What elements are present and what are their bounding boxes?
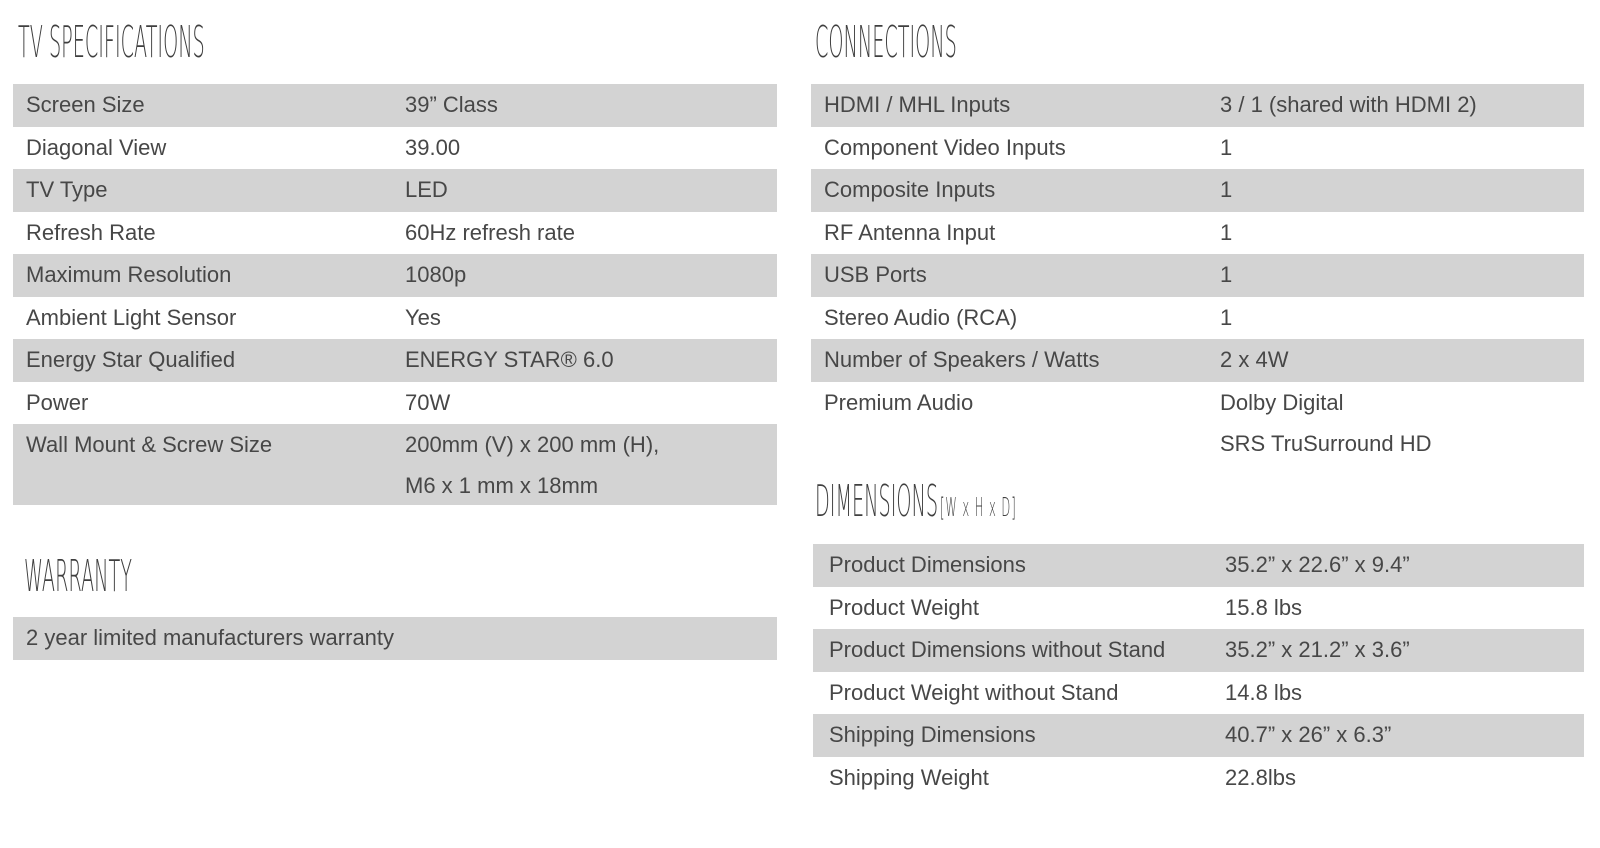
spec-value: 3 / 1 (shared with HDMI 2): [1220, 92, 1477, 117]
dimensions-table: [813, 544, 1584, 799]
connections-title-text: CONNECTIONS: [815, 18, 957, 68]
spec-value: 200mm (V) x 200 mm (H),: [405, 432, 660, 457]
spec-label: Product Weight: [829, 594, 980, 620]
spec-label: Refresh Rate: [26, 219, 156, 245]
table-row: [13, 382, 777, 425]
spec-value-multiline: [405, 424, 659, 506]
table-row: [811, 254, 1584, 297]
spec-value: SRS TruSurround HD: [1220, 430, 1432, 456]
table-row: [811, 339, 1584, 382]
spec-label: Premium Audio: [824, 389, 974, 415]
spec-value: 1080p: [405, 262, 467, 287]
dimensions-subtitle: [W x H x D]: [939, 492, 1017, 523]
table-row: [13, 339, 777, 382]
spec-value: M6 x 1 mm x 18mm: [405, 473, 599, 498]
spec-label: Shipping Dimensions: [829, 722, 1036, 747]
table-row: [813, 757, 1584, 800]
spec-label: RF Antenna Input: [824, 219, 996, 245]
spec-value: 39.00: [405, 134, 461, 160]
warranty-text: 2 year limited manufacturers warranty: [26, 625, 395, 650]
spec-value: 1: [1220, 304, 1233, 330]
spec-label: USB Ports: [824, 262, 927, 287]
table-row: [813, 629, 1584, 672]
spec-label: Ambient Light Sensor: [26, 304, 237, 330]
table-row: [13, 424, 777, 505]
spec-label: Product Dimensions: [829, 552, 1026, 577]
spec-label: Wall Mount & Screw Size: [26, 432, 273, 457]
spec-value: 70W: [405, 389, 451, 415]
dimensions-title: [815, 475, 1017, 534]
spec-label: Number of Speakers / Watts: [824, 347, 1100, 372]
warranty-title: [24, 550, 132, 604]
spec-value: 1: [1220, 262, 1233, 287]
warranty-box: [13, 617, 777, 660]
spec-value: 39” Class: [405, 92, 498, 117]
connections-table: [811, 84, 1584, 463]
table-row: [813, 587, 1584, 630]
table-row: [813, 672, 1584, 715]
spec-value: 1: [1220, 219, 1233, 245]
table-row: [811, 212, 1584, 255]
spec-label: Power: [26, 389, 89, 415]
table-row: [811, 127, 1584, 170]
spec-label: Product Dimensions without Stand: [829, 637, 1166, 662]
spec-label: Stereo Audio (RCA): [824, 304, 1018, 330]
spec-value: 35.2” x 21.2” x 3.6”: [1225, 637, 1410, 662]
spec-label: Energy Star Qualified: [26, 347, 236, 372]
table-row: [13, 212, 777, 255]
spec-value: 22.8lbs: [1225, 764, 1296, 790]
spec-label: Screen Size: [26, 92, 145, 117]
table-row: [13, 254, 777, 297]
table-row: [13, 84, 777, 127]
spec-value: 1: [1220, 177, 1233, 202]
spec-value: 60Hz refresh rate: [405, 219, 575, 245]
table-row: [811, 297, 1584, 340]
connections-title: [815, 16, 957, 70]
spec-label: Maximum Resolution: [26, 262, 232, 287]
spec-value: 15.8 lbs: [1225, 594, 1303, 620]
spec-label: HDMI / MHL Inputs: [824, 92, 1011, 117]
spec-label: Diagonal View: [26, 134, 167, 160]
spec-value-multiline: [1220, 382, 1432, 464]
warranty-title-text: WARRANTY: [24, 552, 132, 602]
table-row: [13, 169, 777, 212]
table-row: [13, 297, 777, 340]
table-row: [13, 127, 777, 170]
spec-label: Shipping Weight: [829, 764, 989, 790]
spec-value: 40.7” x 26” x 6.3”: [1225, 722, 1392, 747]
table-row: [811, 169, 1584, 212]
spec-value: Dolby Digital: [1220, 389, 1344, 415]
dimensions-title-text: DIMENSIONS: [815, 477, 939, 527]
spec-value: Yes: [405, 304, 441, 330]
tv-specifications-table: [13, 84, 777, 505]
spec-value: LED: [405, 177, 448, 202]
table-row: [813, 544, 1584, 587]
spec-value: 1: [1220, 134, 1233, 160]
table-row: [811, 84, 1584, 127]
tv-specifications-title-text: TV SPECIFICATIONS: [18, 18, 205, 68]
spec-value: 35.2” x 22.6” x 9.4”: [1225, 552, 1410, 577]
spec-label: TV Type: [26, 177, 108, 202]
spec-value: 2 x 4W: [1220, 347, 1289, 372]
tv-specifications-title: [18, 16, 205, 70]
spec-label: Product Weight without Stand: [829, 679, 1119, 705]
spec-value: ENERGY STAR® 6.0: [405, 347, 614, 372]
spec-label: Composite Inputs: [824, 177, 996, 202]
spec-value: 14.8 lbs: [1225, 679, 1303, 705]
table-row: [813, 714, 1584, 757]
table-row: [811, 382, 1584, 463]
spec-label: Component Video Inputs: [824, 134, 1066, 160]
